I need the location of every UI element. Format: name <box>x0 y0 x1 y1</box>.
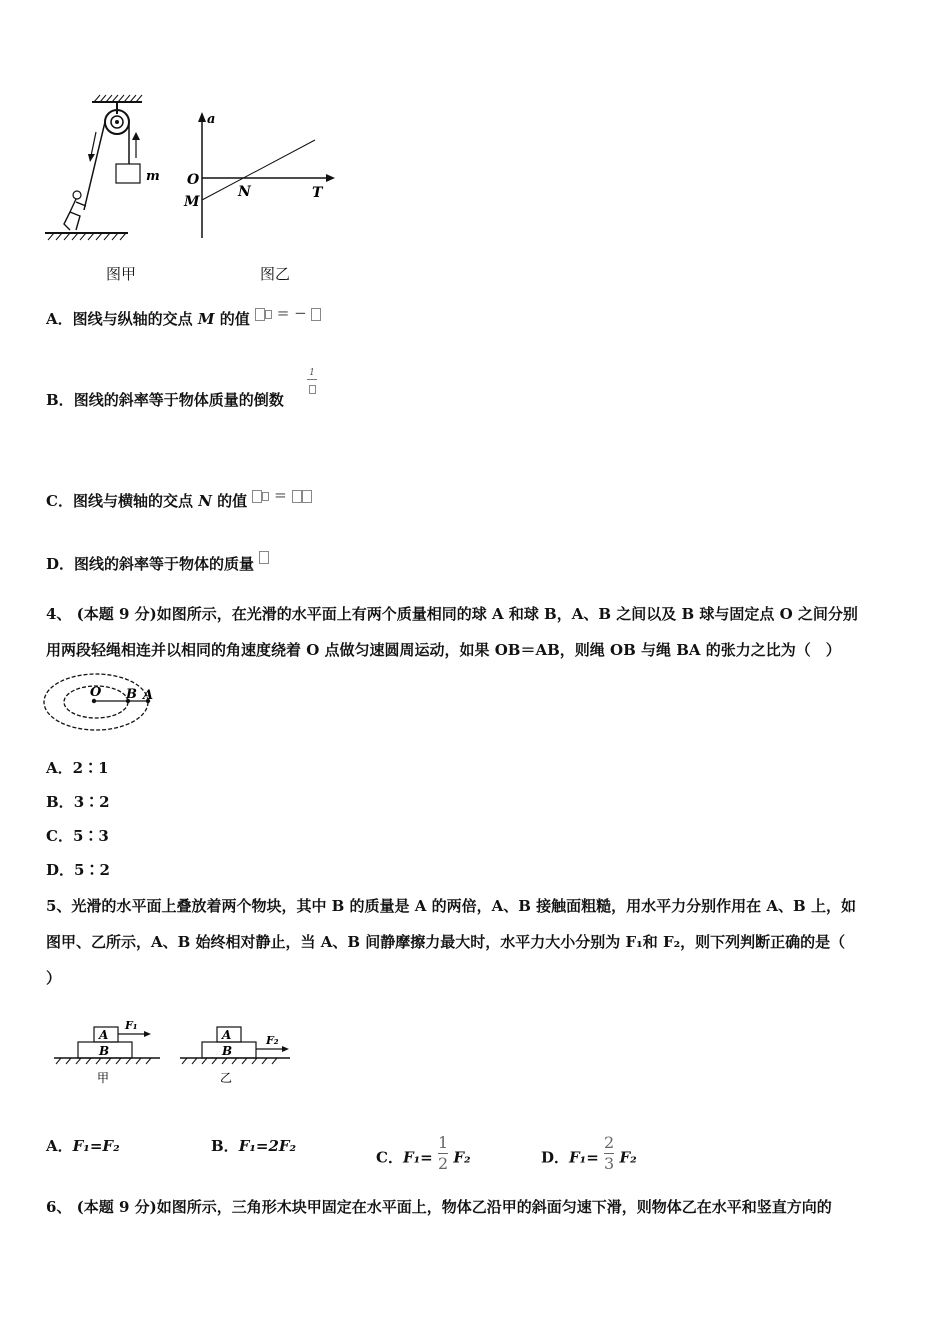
q3-option-a[interactable]: A．图线与纵轴的交点 M 的值 = − <box>46 312 321 327</box>
q4-stem-line1: 4、 (本题 9 分)如图所示，在光滑的水平面上有两个质量相同的球 A 和球 B，A、B 之间以及 B 球与固定点 O 之间分别 <box>46 605 858 623</box>
q3-option-d[interactable]: D．图线的斜率等于物体的质量 <box>46 557 269 572</box>
q4-option-c[interactable]: C．5∶3 <box>46 827 109 845</box>
axis-label-a: a <box>207 112 216 127</box>
point-b-label: B <box>126 687 137 702</box>
q5-option-c[interactable]: C．F₁= $\frac{1}{2}$ F₂ <box>376 1133 471 1173</box>
formula-placeholder-icon <box>255 308 265 321</box>
q6-stem <box>46 1189 908 1225</box>
formula-placeholder-icon <box>311 308 321 321</box>
a-t-graph <box>180 108 340 243</box>
label-m: m <box>146 169 160 184</box>
point-a-label: A <box>143 688 154 703</box>
origin-label: O <box>187 172 200 188</box>
q5-option-a[interactable]: A．F₁=F₂ <box>46 1137 120 1155</box>
q4-option-a[interactable]: A．2∶1 <box>46 759 109 777</box>
figure-caption-jia: 图甲 <box>106 265 137 283</box>
formula-placeholder-icon <box>259 551 269 564</box>
axis-label-t: T <box>312 185 323 201</box>
q5-stem-line2: 图甲、乙所示，A、B 始终相对静止，当 A、B 间静摩擦力最大时，水平力大小分别为 F₁和 F₂，则下列判断正确的是（ <box>46 933 846 951</box>
force-f2-label: F₂ <box>266 1034 279 1047</box>
formula-placeholder-icon <box>309 385 316 394</box>
formula-placeholder-icon <box>265 310 272 319</box>
yi-block-b-label: B <box>222 1044 233 1058</box>
q4-option-d[interactable]: D．5∶2 <box>46 861 110 879</box>
q6-stem-line1: 6、 (本题 9 分)如图所示，三角形木块甲固定在水平面上，物体乙沿甲的斜面匀速下滑，则物体乙在水平和竖直方向的 <box>46 1198 832 1216</box>
q5-stem <box>46 888 908 996</box>
formula-placeholder-icon <box>252 490 262 503</box>
yi-block-a-label: A <box>222 1028 232 1042</box>
q4-stem <box>46 596 908 668</box>
stacked-blocks-figure <box>50 1012 300 1092</box>
q4-stem-line2: 用两段轻绳相连并以相同的角速度绕着 O 点做匀速圆周运动，如果 OB＝AB，则绳 OB 与绳 BA 的张力之比为（ ） <box>46 641 841 659</box>
q5-stem-line3: ） <box>46 969 62 987</box>
fig-label-jia: 甲 <box>97 1071 110 1085</box>
point-o-label: O <box>90 685 102 700</box>
fraction-one-half: $\frac{1}{2}$ <box>437 1133 449 1173</box>
q4-option-b[interactable]: B．3∶2 <box>46 793 110 811</box>
q5-option-b[interactable]: B．F₁=2F₂ <box>211 1137 297 1155</box>
fraction-two-thirds: $\frac{2}{3}$ <box>604 1133 615 1173</box>
point-m-label: M <box>184 194 200 210</box>
formula-placeholder-icon <box>292 490 302 503</box>
q3-option-c[interactable]: C．图线与横轴的交点 N 的值 = <box>46 494 312 509</box>
formula-placeholder-icon <box>302 490 312 503</box>
jia-block-a-label: A <box>99 1028 109 1042</box>
q5-stem-line1: 5、光滑的水平面上叠放着两个物块，其中 B 的质量是 A 的两倍，A、B 接触面粗糙，用水平力分别作用在 A、B 上，如 <box>46 897 856 915</box>
q3-option-b[interactable]: B．图线的斜率等于物体质量的倒数 1 <box>46 393 284 408</box>
q5-option-d[interactable]: D．F₁= $\frac{2}{3}$ F₂ <box>541 1133 637 1173</box>
fig-label-yi: 乙 <box>220 1071 233 1085</box>
pulley-figure <box>40 92 170 242</box>
figure-caption-yi: 图乙 <box>260 265 291 283</box>
circular-motion-figure <box>42 670 160 734</box>
jia-block-b-label: B <box>99 1044 110 1058</box>
fraction-numerator: 1 <box>309 368 315 378</box>
formula-placeholder-icon <box>262 492 269 501</box>
point-n-label: N <box>238 184 251 200</box>
force-f1-label: F₁ <box>125 1019 138 1032</box>
